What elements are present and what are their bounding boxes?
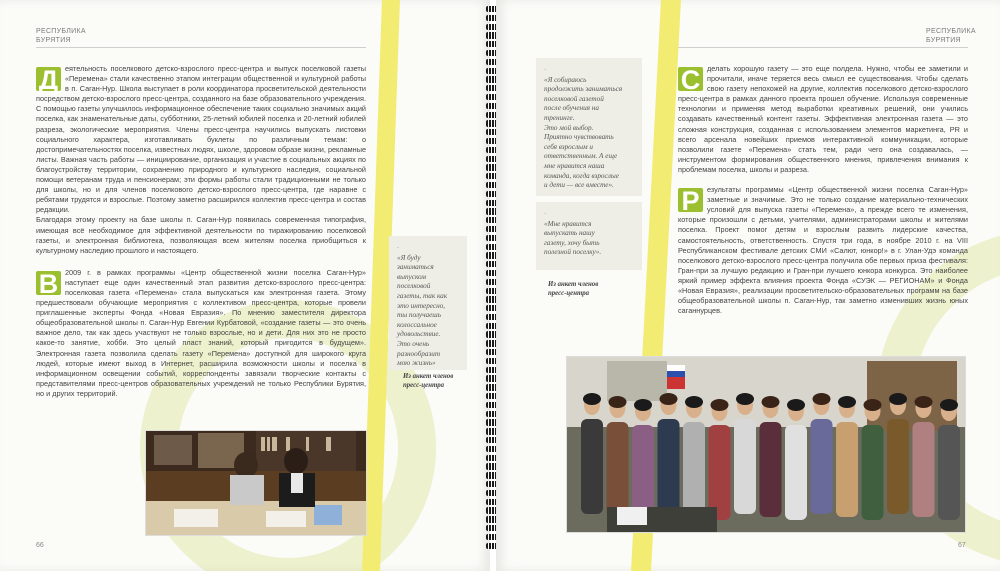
pull-quote [389,236,467,370]
header-rule [678,47,968,48]
person-hair [685,396,703,408]
person-figure [811,419,833,514]
running-head-line: РЕСПУБЛИКА [36,28,86,35]
paragraph [678,185,968,316]
paragraph-text: езультаты программы «Центр общественной жизни поселка Саган-Нур» заметные и значимые. Это не только создание материально-технических условий для выпуска газеты «Перемена», а прежде всего те изменения, которые произошли с детьми, учителями, администраторами школы и жителями поселка. Проект помог детям и взрослым развить лидерские качества, самостоятельность, ответственность. Спустя три года, в ноябре 2010 г. на VIII Республиканском фестивале детских СМИ «Салют, юнкор!» в г. Улан-Удэ команда поселкового детско-взрослого пресс-центра получила обе первых приза фестиваля: Гран-при за лучшую редакцию и Гран-при лучшего юнкора конкурса. Это наиболее яркий пример эффекта влияния проекта Фонда «СУЭК — РЕГИОНАМ» и Фонда «Новая Евразия», реализации просветительско-образовательных программ на базе общеобразовательной школы п. Саган-Нур, так заметно изменивших жизнь юных саганнурцев. [678,185,968,316]
drop-cap: Р [678,188,703,212]
person-figure [658,419,680,514]
person-figure [938,425,960,520]
paragraph-text: еятельность поселкового детско-взрослого пресс-центра и выпуск поселковой газеты «Перемена» стали качественно этапом интеграции общественной и культурной работы в п. Саган-Нур. Школа выступает в роли координатора просветительской деятельности посредством детско-взрослого пресс-центра, созданного на базе образовательного учреждения. С помощью газеты улучшилось информационное обеспечение таких социально значимых акций поселка, как знаменательные даты, субботники, 25-летний юбилей поселка и 20-летний юбилей разреза, экологические мероприятия. Члены пресс-центра научились выпускать листовки социального характера, изготавливать буклеты по различным темам: о достопримечательностях поселка, известных людях, школе, здоровом образе жизни, рекламные листы. Важная часть работы — инициирование, организация и участие в социальных акциях по благоустройству территории, сохранению природного и культурного наследия, социальной помощи ветеранам труда и пенсионерам; эти формы работы стали традиционными не только для школы, но и для членов поселкового детско-взрослого пресс-центра, где наравне с ребятами трудятся и взрослые. Поэтому заметно расширился коллектив пресс-центра и состав редакции. [36,64,366,215]
person-figure [581,419,603,514]
group-photo-image [567,357,965,532]
person-hair [915,396,933,408]
running-head-line: БУРЯТИЯ [926,37,961,44]
running-head-line: РЕСПУБЛИКА [926,28,976,35]
pull-quote [536,58,642,196]
person-figure [913,422,935,517]
right-page [496,0,1000,571]
article-body-left [36,64,366,399]
drop-cap: С [678,67,703,91]
person-hair [864,399,882,411]
page-number-left: 66 [36,542,44,549]
person-hair [609,396,627,408]
person-figure [836,422,858,517]
person-figure [734,419,756,514]
person-hair [660,393,678,405]
paragraph [678,64,968,175]
person-figure [709,425,731,520]
person-figure [632,425,654,520]
person-figure [862,425,884,520]
drop-cap: Д [36,67,61,91]
pull-quote [536,202,642,270]
person-hair [634,399,652,411]
person-figure [607,422,629,517]
classroom-photo [145,430,367,536]
drop-cap: В [36,271,61,295]
page-number-right: 67 [958,542,966,549]
classroom-photo-image [146,431,366,535]
running-head-left [36,27,86,45]
person-hair [736,393,754,405]
paragraph: Благодаря этому проекту на базе школы п. Саган-Нур появилась современная типография, имеющая всё необходимое для эффективной деятельности по тиражированию поселковой газеты, и электронная библиотека, позволяющая всем жителям поселка приобщиться к культурному наследию прошлого и настоящего. [36,215,366,255]
person-figure [785,425,807,520]
person-hair [762,396,780,408]
person-hair [838,396,856,408]
quote-text: «Мне нравится выпускать нашу газету, хочу быть полезной поселку». [544,219,602,257]
group-photo [566,356,966,533]
header-rule [36,47,366,48]
paragraph-text: 2009 г. в рамках программы «Центр общественной жизни поселка Саган-Нур» наступает еще один качественный этап развития детско-взрослого пресс-центра: поселковая газета «Перемена» стала выпускаться как электронная газета. Этому предшествовали обучающие мероприятия с коллективом пресс-центра, которые провели приглашенные эксперты Фонда «Новая Евразия». По мнению заместителя директора общеобразовательной школы п. Саган-Нур Евгении Курбатовой, «создание газеты — это очень важное дело, так как здесь участвуют не только взрослые, но и дети. Для них это не просто какое-то занятие, хобби. Это целый пласт знаний, который пригодится в будущем». Электронная газета позволила сделать газету «Перемена» доступной для широкого круга людей, которые имеют выход в Интернет, расширила возможности школы и поселка в информационном освещении событий, корреспонденты завязали творческие контакты с представителями пресс-центров образовательных учреждений не только Республики Бурятия, но и других территорий. [36,267,366,398]
running-head-right [926,27,976,45]
quote-caption: Из анкет членов пресс-центра [403,373,454,389]
quote-dots: · [544,66,547,74]
paragraph-text: делать хорошую газету — это еще полдела. Нужно, чтобы ее заметили и прочитали, иначе теряется весь смысл ее существования. Чтобы сделать свою газету непохожей на другие, коллектив поселкового детско-взрослого пресс-центра в рамках данного проекта прошел обучение. Используя современные технологии и применяя метод выработки креативных решений, они учились создавать качественный контент газеты. Эффективная электронная газета — это сложная конструкция, созданная с использованием элементов маркетинга, PR и всего арсенала новейших приемов интерактивной коммуникации, которые позволили газете «Перемена» стать тем, ради чего она создавалась, — инструментом формирования общественного мнения, привлечения внимания к проблемам поселка, школы и разреза. [678,64,968,174]
person-figure [683,422,705,517]
person-figure [887,419,909,514]
person-hair [813,393,831,405]
paragraph [36,64,366,215]
quote-caption: Из анкет членов пресс-центра [548,281,599,297]
quote-dots: · [397,244,400,252]
person-figure [760,422,782,517]
quote-text: «Я собираюсь продолжить заниматься поселковой газетой после обучения на тренинге. Это мой выбор. Приятно чувствовать себя взрослым и ответственным. А еще мне нравится наша команда, когда взрослые и дети — все вместе». [544,75,623,190]
person-hair [889,393,907,405]
person-hair [940,399,958,411]
person-hair [583,393,601,405]
article-body-right [678,64,968,316]
person-hair [711,399,729,411]
left-page [0,0,490,571]
paragraph [36,268,366,399]
person-hair [787,399,805,411]
quote-text: «Я буду заниматься выпуском поселковой газеты, так как это интересно, ты получаешь колоссальное удовольствие. Это очень разнообразит мою жизнь» [397,253,448,368]
quote-dots: · [544,210,547,218]
running-head-line: БУРЯТИЯ [36,37,71,44]
